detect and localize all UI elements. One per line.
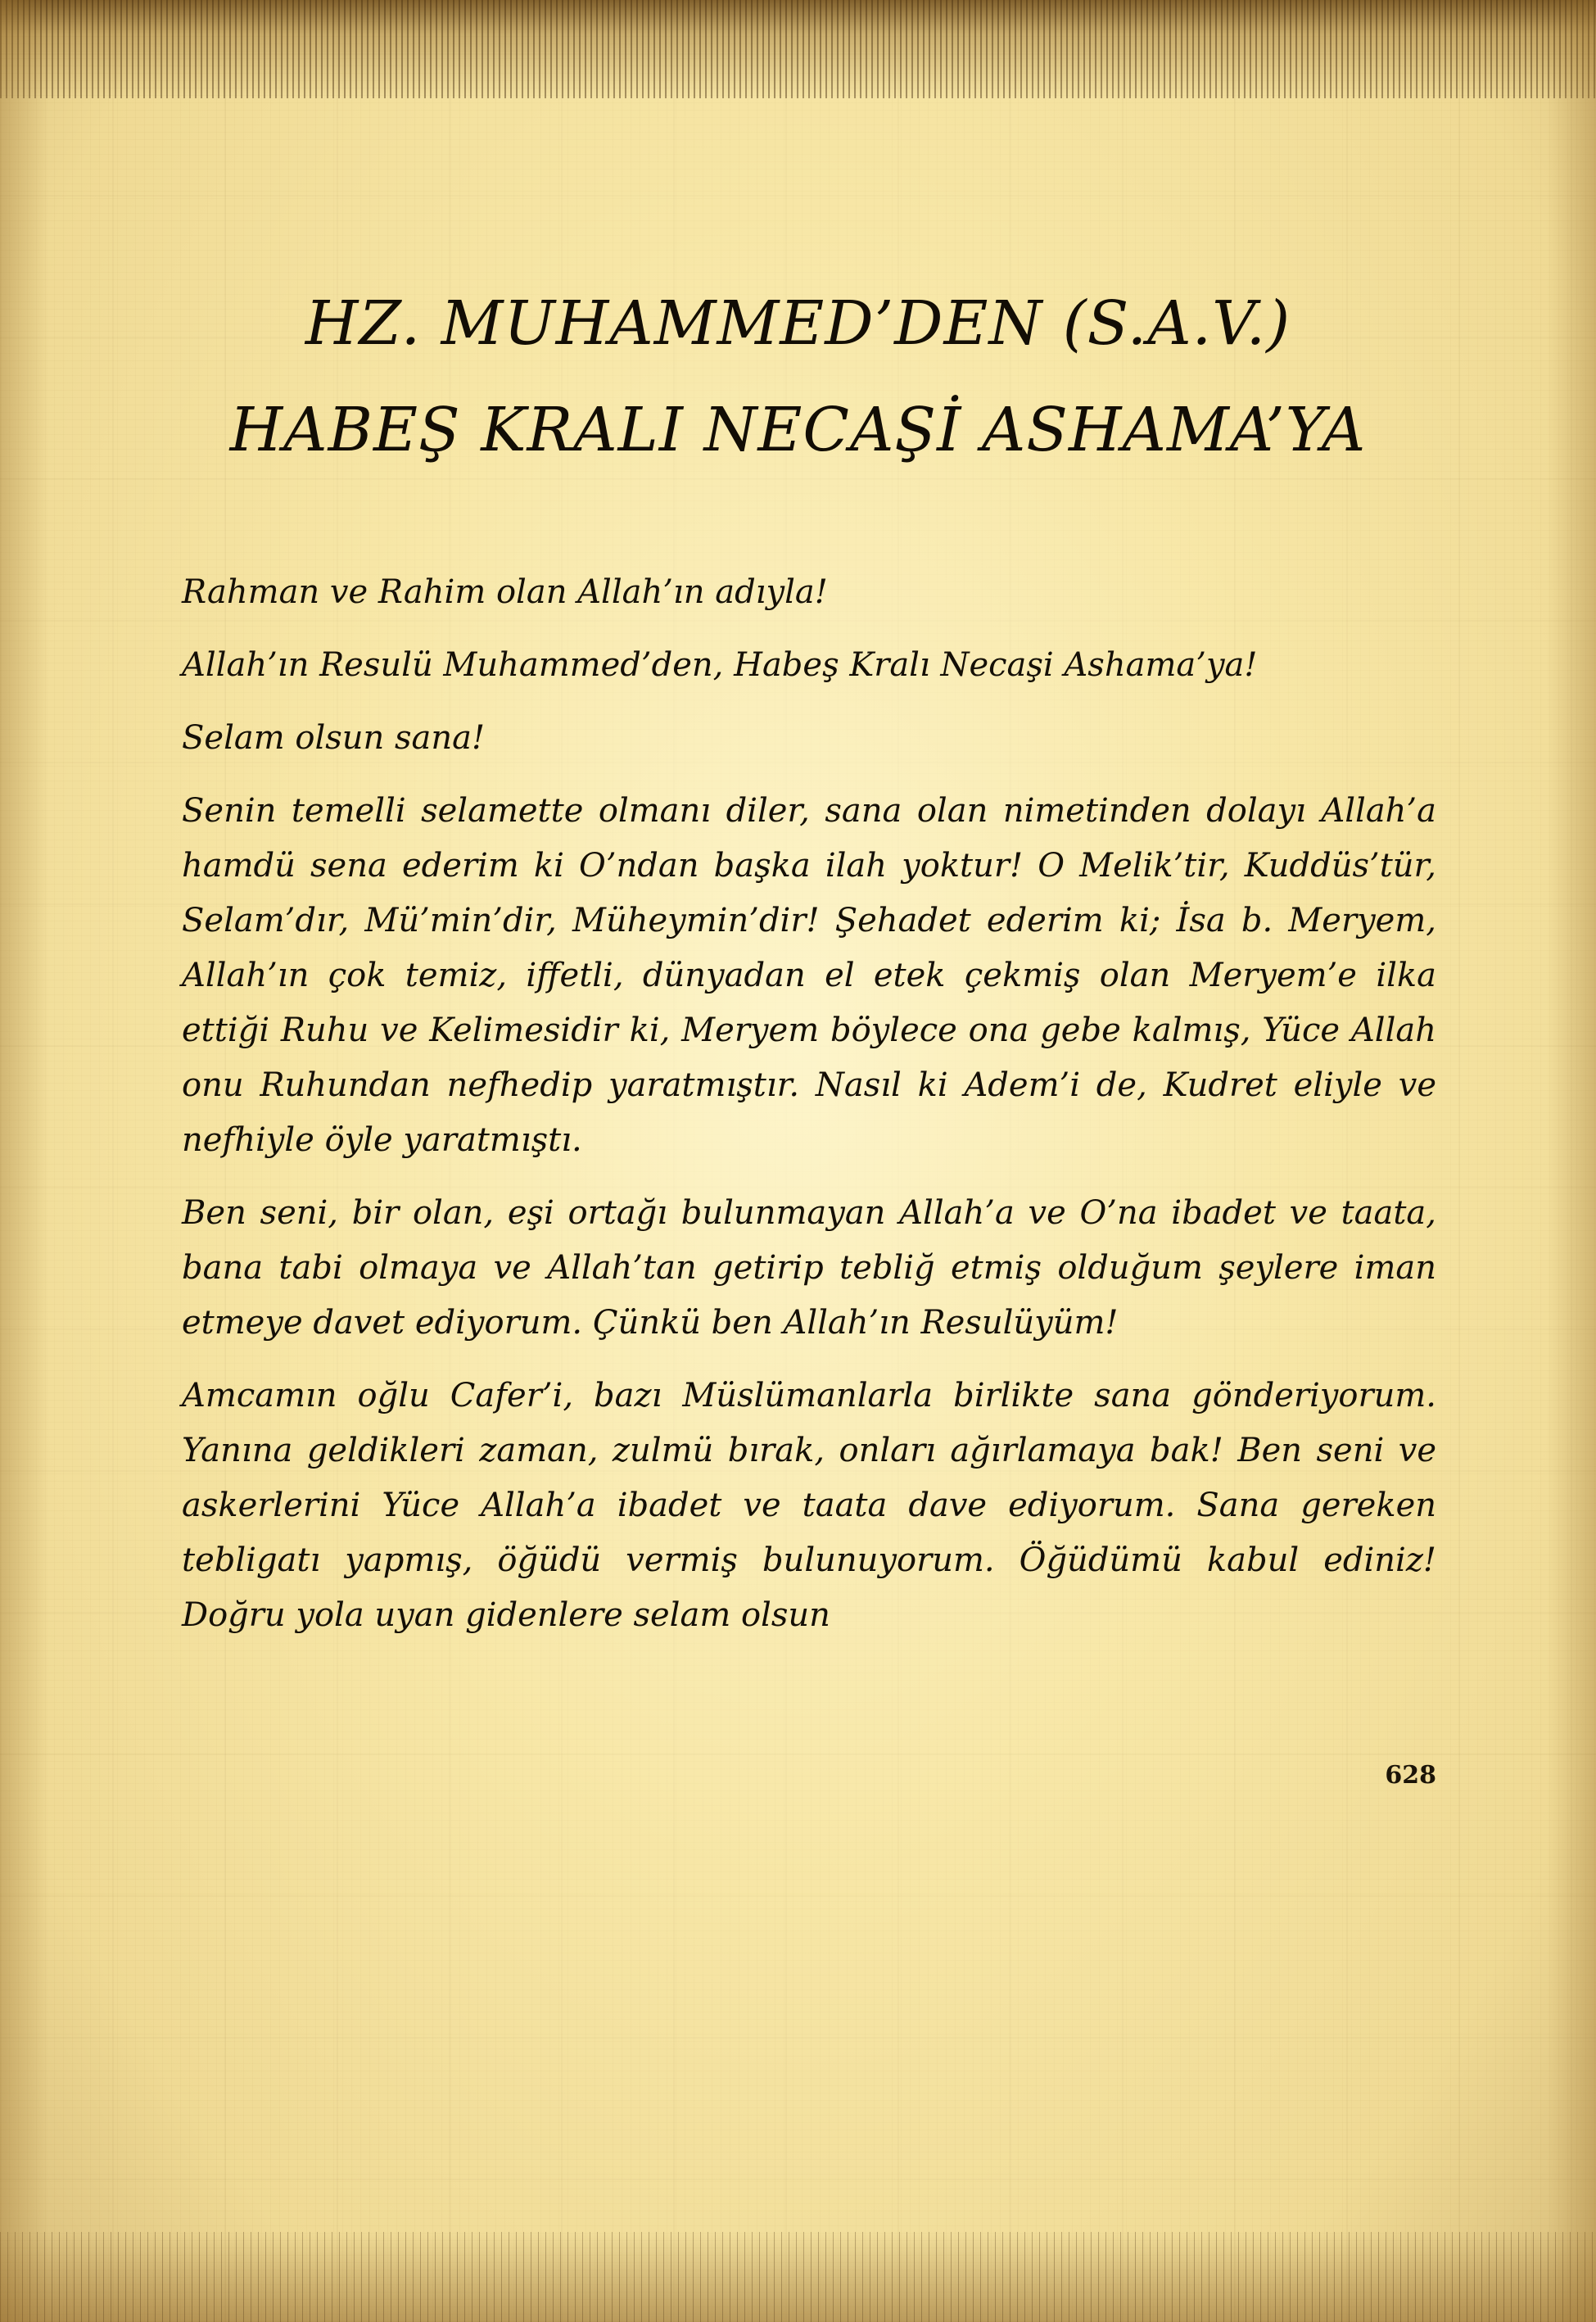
letter-body xyxy=(182,565,1436,1661)
paragraph-basmala: Rahman ve Rahim olan Allah’ın adıyla! xyxy=(182,573,828,611)
paragraph-invitation: Ben seni, bir olan, eşi ortağı bulunmayan Allah’a ve O’na ibadet ve taata, bana tabi olmaya ve Allah’tan getirip tebliğ etmiş olduğum şeylere iman etmeye davet ediyorum. Çünkü ben Allah’ın Resulüyüm! xyxy=(182,1194,1436,1342)
parchment-bottom-edge xyxy=(0,2232,1596,2322)
page-title xyxy=(0,270,1596,483)
paragraph-sender: Allah’ın Resulü Muhammed’den, Habeş Kralı Necaşi Ashama’ya! xyxy=(182,646,1258,684)
page-number: 628 xyxy=(1385,1761,1436,1790)
paragraph-closing: Amcamın oğlu Cafer’i, bazı Müslümanlarla birlikte sana gönderiyorum. Yanına geldikleri zaman, zulmü bırak, onları ağırlamaya bak! Ben seni ve askerlerini Yüce Allah’a ibadet ve taata dave ediyorum. Sana gereken tebligatı yapmış, öğüdü vermiş bulunuyorum. Öğüdümü kabul ediniz! Doğru yola uyan gidenlere selam olsun xyxy=(182,1377,1436,1634)
paragraph-praise: Senin temelli selamette olmanı diler, sana olan nimetinden dolayı Allah’a hamdü sena ederim ki O’ndan başka ilah yoktur! O Melik’tir, Kuddüs’tür, Selam’dır, Mü’min’dir, Müheymin’dir! Şehadet ederim ki; İsa b. Meryem, Allah’ın çok temiz, iffetli, dünyadan el etek çekmiş olan Meryem’e ilka ettiği Ruhu ve Kelimesidir ki, Meryem böylece ona gebe kalmış, Yüce Allah onu Ruhundan nefhedip yaratmıştır. Nasıl ki Adem’i de, Kudret eliyle ve nefhiyle öyle yaratmıştı. xyxy=(182,792,1436,1159)
title-line-2: HABEŞ KRALI NECAŞİ ASHAMA’YA xyxy=(229,395,1367,465)
title-line-1: HZ. MUHAMMED’DEN (S.A.V.) xyxy=(305,288,1291,359)
paragraph-greeting: Selam olsun sana! xyxy=(182,719,486,757)
parchment-top-edge xyxy=(0,0,1596,98)
